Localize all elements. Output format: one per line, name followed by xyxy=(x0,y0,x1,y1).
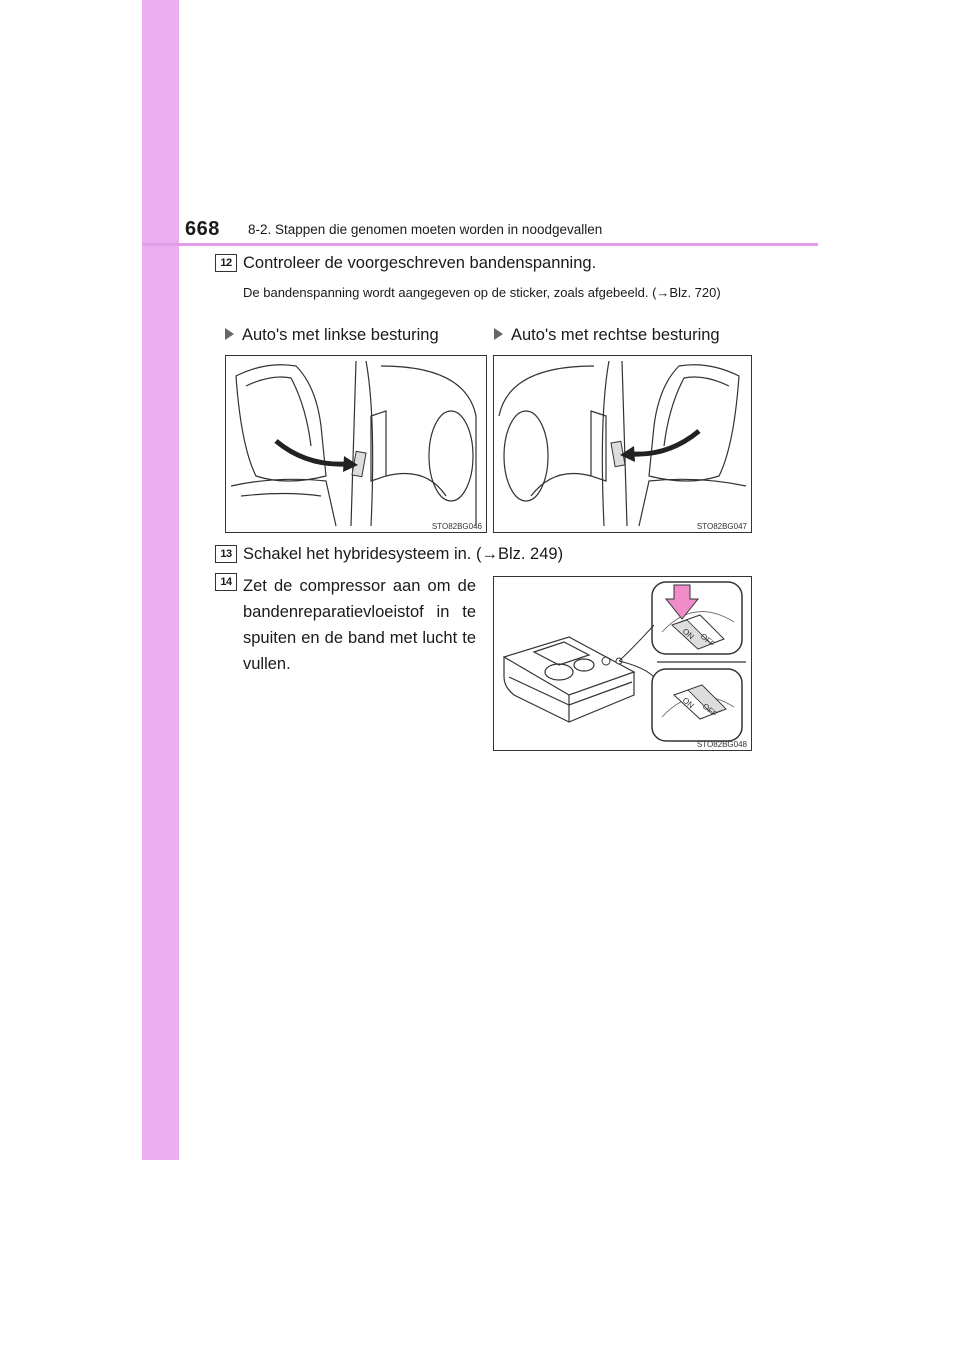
header-rule xyxy=(142,243,818,246)
switch-on-label: ON xyxy=(680,695,696,711)
figure-code: STO82BG046 xyxy=(431,522,482,531)
bullet-triangle-icon xyxy=(225,328,234,340)
compressor-illustration xyxy=(494,577,751,750)
step-12-text: Controleer de voorgeschreven bandenspanning. xyxy=(243,254,597,272)
caption-left: Auto's met linkse besturing xyxy=(225,326,439,345)
switch-on-detail xyxy=(652,582,742,654)
car-door-left-illustration xyxy=(226,356,486,532)
step-14-text: Zet de compressor aan om de bandenreparatievloeistof in te spuiten en de band met lucht te vullen. xyxy=(243,577,476,673)
switch-off-label: OFF xyxy=(698,631,717,649)
step-12-note: De bandenspanning wordt aangegeven op de sticker, zoals afgebeeld. (→Blz. 720) xyxy=(243,285,721,300)
pink-press-arrow-icon xyxy=(666,585,698,619)
figure-left-door-sticker xyxy=(225,355,487,533)
section-title: 8-2. Stappen die genomen moeten worden in noodgevallen xyxy=(248,222,603,237)
switch-off-label: OFF xyxy=(700,701,719,719)
figure-right-door-sticker xyxy=(493,355,752,533)
switch-on-label: ON xyxy=(680,626,696,642)
step-12-badge: 12 xyxy=(215,254,237,272)
step-14-badge: 14 xyxy=(215,573,237,591)
figure-compressor-switch xyxy=(493,576,752,751)
bullet-triangle-icon xyxy=(494,328,503,340)
caption-right: Auto's met rechtse besturing xyxy=(494,326,720,345)
figure-code: STO82BG048 xyxy=(696,740,747,749)
chapter-sidebar xyxy=(142,0,179,1160)
page-number: 668 xyxy=(185,218,220,240)
switch-off-detail xyxy=(652,669,742,741)
step-13-badge: 13 xyxy=(215,545,237,563)
car-door-right-illustration xyxy=(494,356,751,532)
step-13-text: Schakel het hybridesysteem in. (→Blz. 249) xyxy=(243,545,564,563)
figure-code: STO82BG047 xyxy=(696,522,747,531)
